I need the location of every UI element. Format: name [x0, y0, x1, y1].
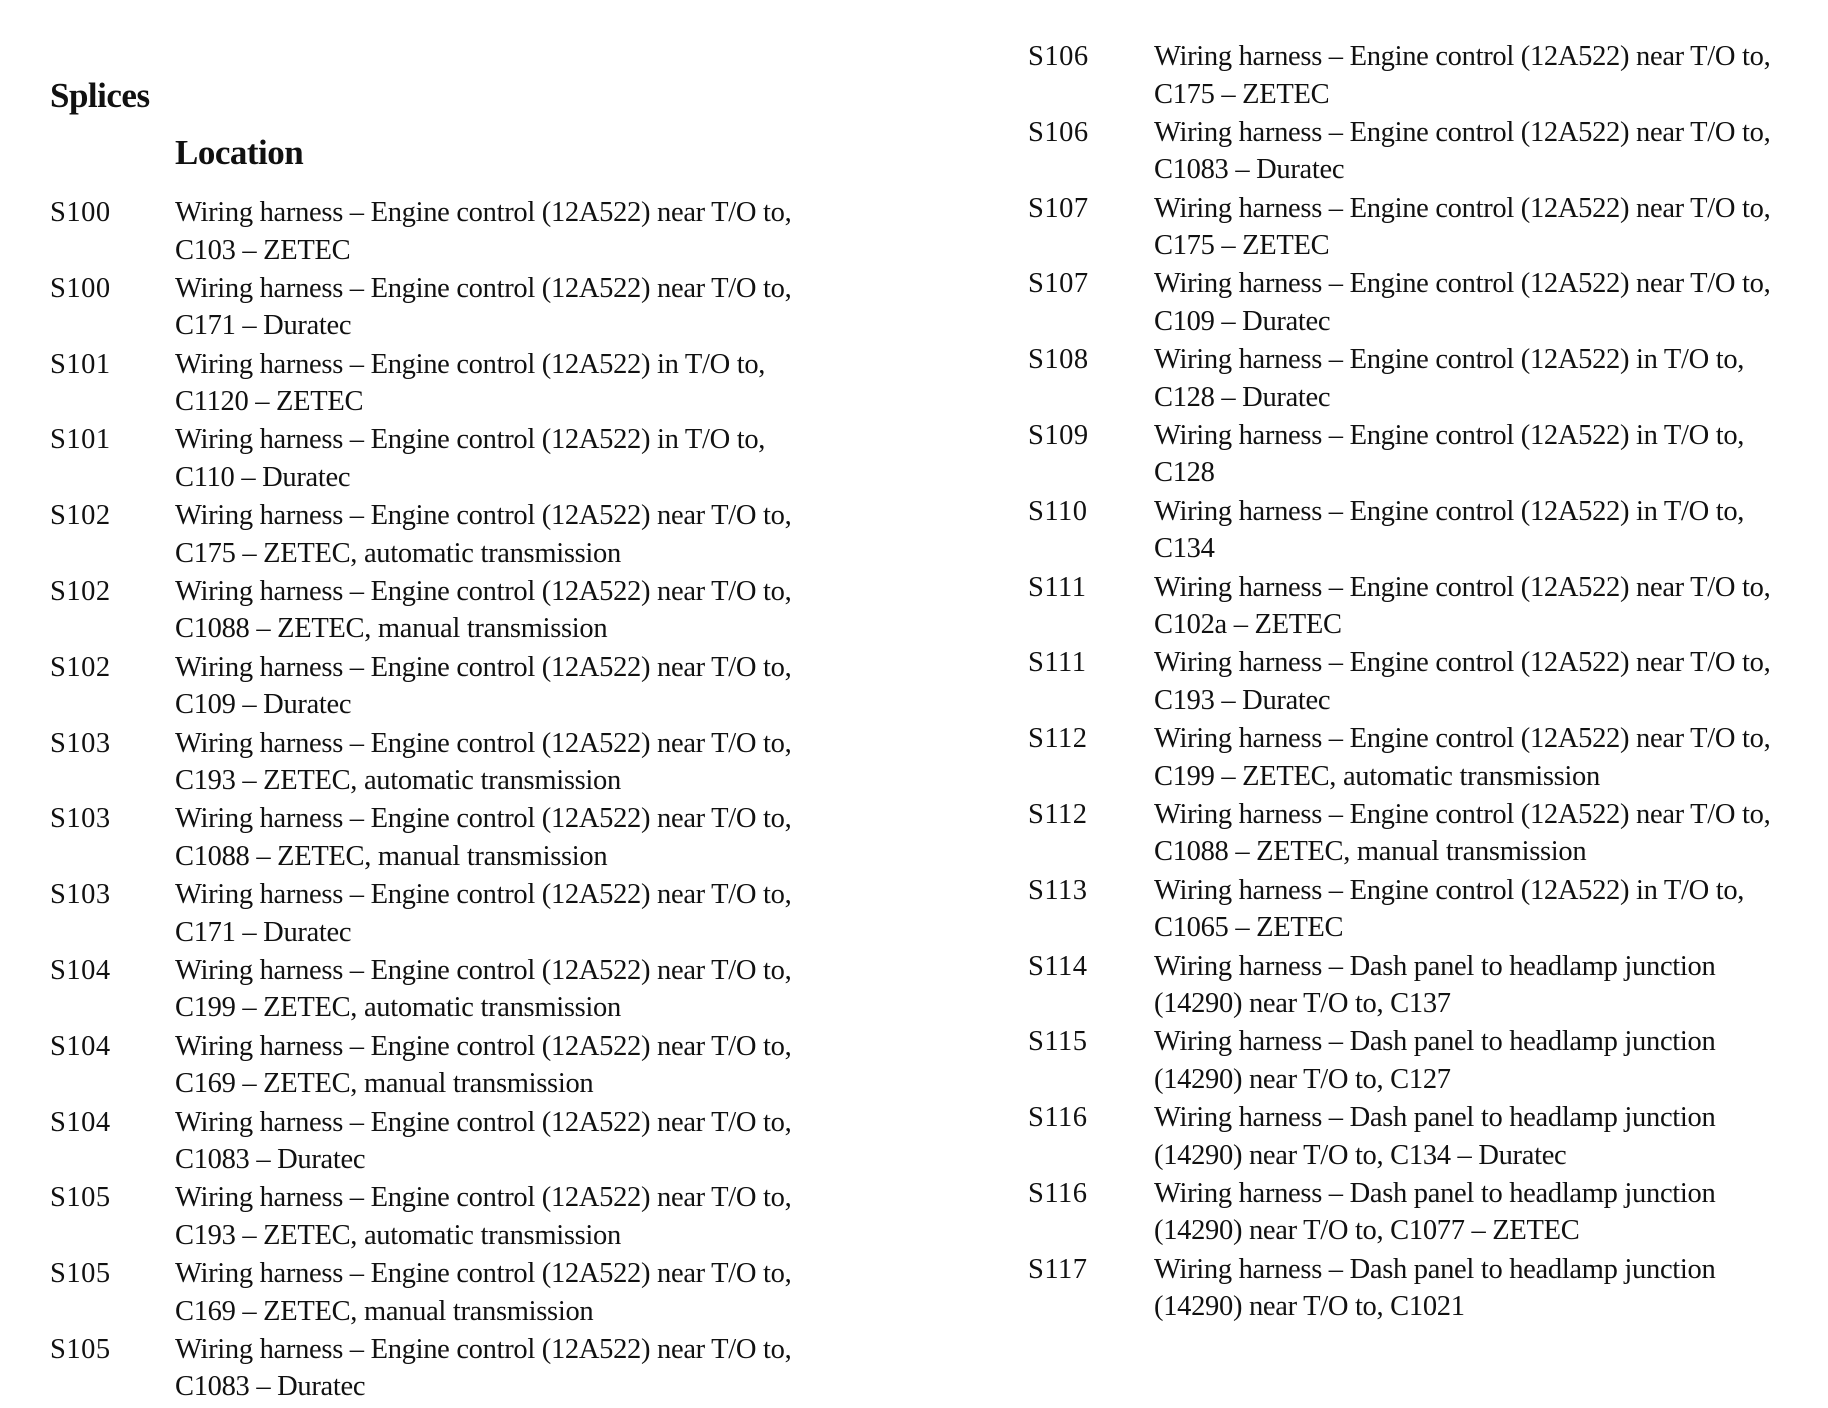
splice-location: [175, 1255, 830, 1331]
splice-code: S102: [50, 500, 111, 532]
location-line: C1088 – ZETEC, manual transmission: [175, 840, 608, 872]
location-line: Wiring harness – Engine control (12A522) near T/O to,: [175, 1333, 792, 1365]
splice-location: [1154, 341, 1808, 417]
location-line: Wiring harness – Dash panel to headlamp junction: [1154, 950, 1716, 982]
splice-entry: [1028, 872, 1808, 948]
splice-location: [175, 573, 830, 649]
location-line: Wiring harness – Engine control (12A522) near T/O to,: [1154, 798, 1771, 830]
location-line: Wiring harness – Dash panel to headlamp junction: [1154, 1026, 1716, 1058]
splice-code: S114: [1028, 950, 1088, 982]
splice-entry: [50, 573, 830, 649]
location-line: Wiring harness – Engine control (12A522) in T/O to,: [175, 348, 766, 380]
location-line: C134: [1154, 533, 1215, 565]
location-line: C193 – Duratec: [1154, 684, 1331, 716]
splice-code: S116: [1028, 1177, 1088, 1209]
location-line: (14290) near T/O to, C1077 – ZETEC: [1154, 1215, 1580, 1247]
splice-code: S100: [50, 272, 111, 304]
location-line: Wiring harness – Engine control (12A522) in T/O to,: [175, 424, 766, 456]
splice-location: [1154, 114, 1808, 190]
location-line: (14290) near T/O to, C137: [1154, 988, 1451, 1020]
splice-entry: [1028, 948, 1808, 1024]
splice-location: [1154, 644, 1808, 720]
splice-entry: [1028, 265, 1808, 341]
splice-location: [1154, 1099, 1808, 1175]
splice-location: [175, 876, 830, 952]
location-line: Wiring harness – Engine control (12A522) near T/O to,: [175, 954, 792, 986]
splice-entry: [1028, 114, 1808, 190]
splice-entry: [1028, 493, 1808, 569]
splice-code: S107: [1028, 268, 1089, 300]
location-line: (14290) near T/O to, C1021: [1154, 1291, 1465, 1323]
location-line: Wiring harness – Engine control (12A522) near T/O to,: [175, 1106, 792, 1138]
location-line: Wiring harness – Engine control (12A522) in T/O to,: [1154, 495, 1745, 527]
splice-location: [1154, 1023, 1808, 1099]
location-line: Wiring harness – Engine control (12A522) near T/O to,: [175, 272, 792, 304]
location-line: Wiring harness – Engine control (12A522) near T/O to,: [175, 1258, 792, 1290]
splice-entry: [50, 800, 830, 876]
splice-location: [1154, 265, 1808, 341]
splice-code: S104: [50, 1106, 111, 1138]
splice-entry: [50, 421, 830, 497]
splice-entry: [1028, 796, 1808, 872]
splice-code: S111: [1028, 647, 1087, 679]
splice-code: S111: [1028, 571, 1087, 603]
location-line: C199 – ZETEC, automatic transmission: [1154, 760, 1600, 792]
splice-entry: [50, 346, 830, 422]
location-line: (14290) near T/O to, C127: [1154, 1063, 1451, 1095]
splice-entry: [1028, 1023, 1808, 1099]
splice-code: S105: [50, 1258, 111, 1290]
splice-location: [175, 270, 830, 346]
splice-code: S112: [1028, 723, 1088, 755]
splice-location: [175, 1028, 830, 1104]
location-line: Wiring harness – Engine control (12A522) in T/O to,: [1154, 874, 1745, 906]
splice-location: [175, 194, 830, 270]
location-line: Wiring harness – Dash panel to headlamp junction: [1154, 1102, 1716, 1134]
splice-entry: [50, 952, 830, 1028]
splice-entry: [1028, 341, 1808, 417]
splice-location: [1154, 948, 1808, 1024]
right-column: [1028, 38, 1808, 1327]
location-line: Wiring harness – Dash panel to headlamp junction: [1154, 1177, 1716, 1209]
location-line: C1083 – Duratec: [1154, 154, 1345, 186]
location-line: Wiring harness – Engine control (12A522) near T/O to,: [1154, 268, 1771, 300]
location-line: C103 – ZETEC: [175, 234, 351, 266]
splice-location: [175, 346, 830, 422]
splice-location: [1154, 190, 1808, 266]
splice-entry: [50, 876, 830, 952]
splice-location: [1154, 1251, 1808, 1327]
splice-code: S104: [50, 1030, 111, 1062]
location-line: Wiring harness – Engine control (12A522) in T/O to,: [1154, 344, 1745, 376]
location-line: C109 – Duratec: [175, 689, 352, 721]
splice-entry: [50, 649, 830, 725]
splice-location: [175, 952, 830, 1028]
splice-code: S102: [50, 575, 111, 607]
location-line: C102a – ZETEC: [1154, 609, 1342, 641]
location-line: C169 – ZETEC, manual transmission: [175, 1295, 594, 1327]
location-line: C1088 – ZETEC, manual transmission: [175, 613, 608, 645]
splice-location: [175, 800, 830, 876]
splice-entry: [1028, 644, 1808, 720]
location-line: Wiring harness – Engine control (12A522) near T/O to,: [1154, 116, 1771, 148]
splice-entry: [50, 270, 830, 346]
section-heading: Splices: [50, 76, 150, 115]
splice-code: S105: [50, 1182, 111, 1214]
location-line: (14290) near T/O to, C134 – Duratec: [1154, 1139, 1567, 1171]
splice-entry: [50, 725, 830, 801]
location-line: Wiring harness – Engine control (12A522) near T/O to,: [1154, 571, 1771, 603]
splice-code: S103: [50, 727, 111, 759]
splice-code: S116: [1028, 1102, 1088, 1134]
splice-entry: [1028, 1251, 1808, 1327]
splice-code: S106: [1028, 116, 1089, 148]
splice-code: S103: [50, 879, 111, 911]
location-line: C175 – ZETEC: [1154, 78, 1330, 110]
location-line: C128: [1154, 457, 1215, 489]
location-line: Wiring harness – Engine control (12A522) near T/O to,: [175, 1030, 792, 1062]
location-line: Wiring harness – Engine control (12A522) near T/O to,: [175, 879, 792, 911]
location-line: Wiring harness – Engine control (12A522) near T/O to,: [175, 727, 792, 759]
splice-location: [1154, 796, 1808, 872]
splice-code: S102: [50, 651, 111, 683]
location-line: C1065 – ZETEC: [1154, 912, 1344, 944]
location-line: C175 – ZETEC: [1154, 230, 1330, 262]
splice-entry: [50, 1255, 830, 1331]
location-line: C1083 – Duratec: [175, 1144, 366, 1176]
splice-location: [175, 1331, 830, 1407]
location-line: C1088 – ZETEC, manual transmission: [1154, 836, 1587, 868]
location-line: C199 – ZETEC, automatic transmission: [175, 992, 621, 1024]
location-line: C193 – ZETEC, automatic transmission: [175, 765, 621, 797]
location-line: C169 – ZETEC, manual transmission: [175, 1068, 594, 1100]
splice-entry: [50, 1104, 830, 1180]
splice-entry: [1028, 1099, 1808, 1175]
location-line: Wiring harness – Engine control (12A522) near T/O to,: [175, 1182, 792, 1214]
location-line: Wiring harness – Engine control (12A522) near T/O to,: [175, 575, 792, 607]
location-line: Wiring harness – Engine control (12A522) near T/O to,: [175, 803, 792, 835]
splice-location: [175, 1179, 830, 1255]
splice-code: S117: [1028, 1253, 1088, 1285]
location-line: C109 – Duratec: [1154, 305, 1331, 337]
splice-entry: [1028, 38, 1808, 114]
splice-entry: [1028, 417, 1808, 493]
left-column: [50, 194, 830, 1407]
column-heading-location: Location: [175, 133, 304, 172]
splice-location: [175, 649, 830, 725]
splice-code: S110: [1028, 495, 1088, 527]
location-line: Wiring harness – Engine control (12A522) near T/O to,: [175, 197, 792, 228]
splice-entry: [50, 1028, 830, 1104]
splice-code: S106: [1028, 41, 1089, 72]
splice-location: [1154, 569, 1808, 645]
location-line: C110 – Duratec: [175, 461, 351, 493]
splice-code: S108: [1028, 344, 1089, 376]
splice-entry: [1028, 190, 1808, 266]
splice-code: S101: [50, 424, 111, 456]
splice-code: S103: [50, 803, 111, 835]
location-line: C1083 – Duratec: [175, 1371, 366, 1403]
splice-entry: [50, 497, 830, 573]
splice-code: S104: [50, 954, 111, 986]
splice-code: S107: [1028, 192, 1089, 224]
splice-location: [1154, 1175, 1808, 1251]
location-line: C128 – Duratec: [1154, 381, 1331, 413]
location-line: Wiring harness – Dash panel to headlamp junction: [1154, 1253, 1716, 1285]
splice-code: S100: [50, 197, 111, 228]
location-line: Wiring harness – Engine control (12A522) near T/O to,: [175, 500, 792, 532]
location-line: C193 – ZETEC, automatic transmission: [175, 1219, 621, 1251]
splice-entry: [50, 1179, 830, 1255]
splice-code: S105: [50, 1333, 111, 1365]
splice-location: [175, 421, 830, 497]
splice-entry: [1028, 1175, 1808, 1251]
location-line: Wiring harness – Engine control (12A522) in T/O to,: [1154, 419, 1745, 451]
location-line: C171 – Duratec: [175, 310, 352, 342]
splice-entry: [50, 194, 830, 270]
location-line: C171 – Duratec: [175, 916, 352, 948]
location-line: Wiring harness – Engine control (12A522) near T/O to,: [1154, 647, 1771, 679]
location-line: C1120 – ZETEC: [175, 386, 364, 418]
location-line: Wiring harness – Engine control (12A522) near T/O to,: [1154, 723, 1771, 755]
splice-location: [1154, 872, 1808, 948]
splice-entry: [50, 1331, 830, 1407]
splice-code: S115: [1028, 1026, 1088, 1058]
splice-location: [175, 725, 830, 801]
location-line: Wiring harness – Engine control (12A522) near T/O to,: [1154, 192, 1771, 224]
splice-code: S109: [1028, 419, 1089, 451]
splice-location: [1154, 493, 1808, 569]
splice-entry: [1028, 569, 1808, 645]
splice-code: S101: [50, 348, 111, 380]
splice-location: [1154, 38, 1808, 114]
splice-code: S112: [1028, 798, 1088, 830]
location-line: Wiring harness – Engine control (12A522) near T/O to,: [175, 651, 792, 683]
splice-location: [1154, 720, 1808, 796]
location-line: Wiring harness – Engine control (12A522) near T/O to,: [1154, 41, 1771, 72]
splice-entry: [1028, 720, 1808, 796]
splice-location: [1154, 417, 1808, 493]
splice-location: [175, 1104, 830, 1180]
splice-code: S113: [1028, 874, 1088, 906]
location-line: C175 – ZETEC, automatic transmission: [175, 537, 621, 569]
splice-location: [175, 497, 830, 573]
